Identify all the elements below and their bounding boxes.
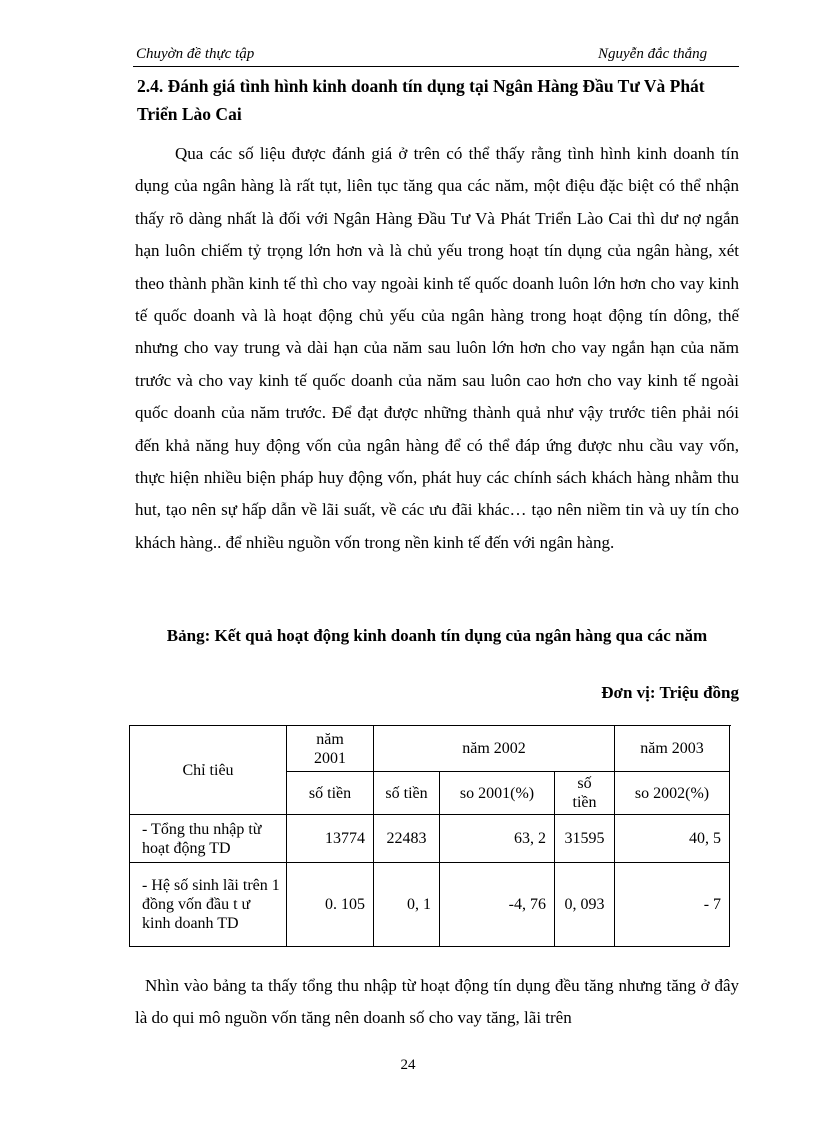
table-row (130, 863, 730, 947)
cell-value: 0, 1 (374, 863, 440, 947)
header-2003: năm 2003 (615, 726, 730, 772)
sub-sotien-2001: số tiền (287, 772, 374, 815)
row-label: - Hệ số sinh lãi trên 1 đồng vốn đầu t ư kinh doanh TD (130, 863, 287, 947)
sub-so2001: so 2001(%) (440, 772, 555, 815)
body-paragraph-2: Nhìn vào bảng ta thấy tổng thu nhập từ hoạt động tín dụng đều tăng nhưng tăng ở đây là do qui mô nguồn vốn tăng nên doanh số cho vay tăng, lãi trên (135, 976, 739, 1028)
cell-value: -4, 76 (440, 863, 555, 947)
sub-so2002: so 2002(%) (615, 772, 730, 815)
cell-value: 31595 (555, 815, 615, 863)
table-title: Bảng: Kết quả hoạt động kinh doanh tín dụng của ngân hàng qua các năm (166, 626, 708, 645)
table-unit: Đơn vị: Triệu đồng (601, 683, 739, 702)
section-heading: 2.4. Đánh giá tình hình kinh doanh tín dụng tại Ngân Hàng Đầu Tư Và Phát Triển Lào Cai (137, 76, 705, 124)
header-right: Nguyễn đắc thắng (598, 46, 708, 62)
header-chitieu: Chỉ tiêu (130, 726, 287, 815)
header-left: Chuyờn đề thực tập (136, 46, 255, 62)
header-2001: năm 2001 (287, 726, 374, 772)
cell-value: 13774 (287, 815, 374, 863)
cell-value: 0, 093 (555, 863, 615, 947)
header-2002: năm 2002 (374, 726, 615, 772)
sub-sotien-2002: số tiền (374, 772, 440, 815)
cell-value: 0. 105 (287, 863, 374, 947)
page-number: 24 (400, 1057, 416, 1073)
header-rule (133, 66, 739, 67)
cell-value: 22483 (374, 815, 440, 863)
cell-value: - 7 (615, 863, 730, 947)
sub-sotien-2003: số tiền (555, 772, 615, 815)
body-paragraph-1: Qua các số liệu được đánh giá ở trên có thể thấy rằng tình hình kinh doanh tín dụng của ngân hàng là rất tụt, liên tục tăng qua các năm, một điệu đặc biệt có thể nhận thấy rõ dàng nhất là đối với Ngân Hàng Đầu Tư Và Phát Triển Lào Cai thì dư nợ ngắn hạn luôn chiếm tỷ trọng lớn hơn và là chủ yếu trong hoạt tín dụng của ngân hàng, xét theo thành phần kinh tế thì cho vay ngoài kinh tế quốc doanh luôn lớn hơn cho vay kinh tế quốc doanh và là hoạt động chủ yếu của ngân hàng trong hoạt động tín dông, thế nhưng cho vay trung và dài hạn của năm sau luôn lớn hơn cho vay ngắn hạn của năm trước và cho vay kinh tế quốc doanh của năm sau luôn cao hơn cho vay kinh tế ngoài quốc doanh của năm trước. Để đạt được những thành quả như vậy trước tiên phải nói đến khả năng huy động vốn của ngân hàng để có thể đáp ứng được nhu cầu vay vốn, thực hiện nhiều biện pháp huy động vốn, phát huy các chính sách khách hàng nhằm thu hut, tạo nên sự hấp dẫn về lãi suất, về các ưu đãi khác… tạo nên niềm tin và uy tín cho khách hàng.. để nhiều nguồn vốn trong nền kinh tế đến với ngân hàng. (135, 144, 739, 552)
cell-value: 40, 5 (615, 815, 730, 863)
row-label: - Tổng thu nhập từ hoạt động TD (130, 815, 287, 863)
cell-value: 63, 2 (440, 815, 555, 863)
table-header-row (130, 726, 730, 772)
results-table (129, 725, 730, 947)
table-row (130, 815, 730, 863)
